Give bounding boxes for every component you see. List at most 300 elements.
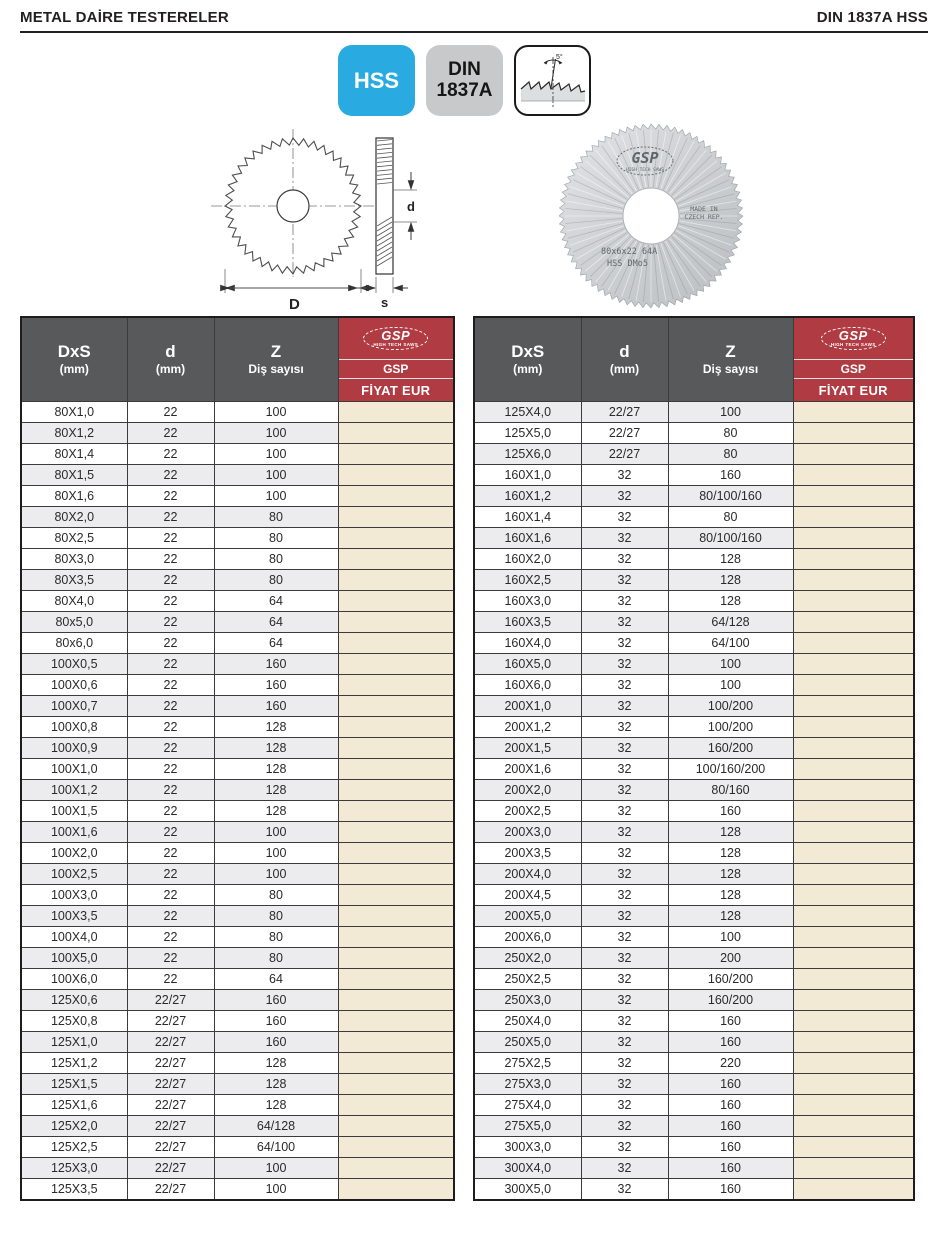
teeth-cell: 100 <box>668 675 793 696</box>
bore-cell: 32 <box>581 1116 668 1137</box>
header-rule <box>20 31 928 33</box>
bore-cell: 32 <box>581 1179 668 1200</box>
bore-cell: 22/27 <box>127 1158 214 1179</box>
dxs-cell: 200X5,0 <box>474 906 581 927</box>
price-cell <box>793 1116 914 1137</box>
teeth-cell: 128 <box>214 1074 338 1095</box>
table-row <box>474 591 914 612</box>
gsp-brand-label: GSP <box>339 360 454 379</box>
price-cell <box>338 906 454 927</box>
bore-cell: 32 <box>581 885 668 906</box>
dxs-cell: 160X3,5 <box>474 612 581 633</box>
bore-cell: 32 <box>581 465 668 486</box>
bore-cell: 32 <box>581 612 668 633</box>
dxs-cell: 100X0,6 <box>21 675 127 696</box>
table-row <box>21 1095 454 1116</box>
teeth-cell: 64 <box>214 591 338 612</box>
table-row <box>21 738 454 759</box>
table-row <box>474 444 914 465</box>
dxs-cell: 300X3,0 <box>474 1137 581 1158</box>
table-row <box>21 1032 454 1053</box>
dxs-cell: 200X4,5 <box>474 885 581 906</box>
price-cell <box>793 1074 914 1095</box>
bore-cell: 32 <box>581 1137 668 1158</box>
bore-cell: 32 <box>581 654 668 675</box>
dxs-cell: 100X1,5 <box>21 801 127 822</box>
dxs-cell: 275X3,0 <box>474 1074 581 1095</box>
price-cell <box>793 633 914 654</box>
dxs-cell: 100X0,9 <box>21 738 127 759</box>
table-row <box>474 990 914 1011</box>
bore-cell: 22/27 <box>127 1179 214 1200</box>
table-row <box>474 969 914 990</box>
bore-cell: 32 <box>581 927 668 948</box>
teeth-cell: 160 <box>668 1137 793 1158</box>
bore-cell: 32 <box>581 717 668 738</box>
teeth-cell: 220 <box>668 1053 793 1074</box>
dxs-cell: 275X2,5 <box>474 1053 581 1074</box>
teeth-cell: 64 <box>214 633 338 654</box>
spec-table-right <box>473 316 915 1201</box>
price-cell <box>793 801 914 822</box>
table-row <box>474 1179 914 1200</box>
table-row <box>21 654 454 675</box>
table-row <box>474 528 914 549</box>
price-cell <box>338 1053 454 1074</box>
bore-cell: 22 <box>127 801 214 822</box>
gsp-brand-label: GSP <box>794 360 914 379</box>
price-cell <box>338 654 454 675</box>
teeth-cell: 100 <box>214 486 338 507</box>
price-cell <box>793 1179 914 1200</box>
table-row <box>474 717 914 738</box>
din-badge-line2: 1837A <box>436 79 493 101</box>
price-cell <box>793 486 914 507</box>
teeth-cell: 160 <box>214 1011 338 1032</box>
dxs-cell: 80X1,0 <box>21 402 127 423</box>
dxs-cell: 160X2,0 <box>474 549 581 570</box>
dxs-cell: 125X1,6 <box>21 1095 127 1116</box>
price-cell <box>793 822 914 843</box>
bore-cell: 22 <box>127 717 214 738</box>
price-cell <box>793 528 914 549</box>
price-cell <box>338 780 454 801</box>
bore-cell: 22/27 <box>127 1074 214 1095</box>
price-cell <box>793 570 914 591</box>
price-cell <box>338 591 454 612</box>
bore-cell: 22 <box>127 654 214 675</box>
table-row <box>21 633 454 654</box>
bore-cell: 22 <box>127 549 214 570</box>
table-row <box>474 549 914 570</box>
table-row <box>474 1137 914 1158</box>
dxs-cell: 80X3,5 <box>21 570 127 591</box>
bore-cell: 22/27 <box>581 423 668 444</box>
price-cell <box>338 738 454 759</box>
price-cell <box>793 591 914 612</box>
gsp-logo: GSP HIGH TECH SAWS <box>794 318 914 360</box>
bore-cell: 32 <box>581 864 668 885</box>
teeth-cell: 100 <box>214 402 338 423</box>
teeth-cell: 64/100 <box>214 1137 338 1158</box>
teeth-cell: 160 <box>668 1011 793 1032</box>
bore-cell: 32 <box>581 591 668 612</box>
price-cell <box>338 948 454 969</box>
dxs-cell: 100X3,0 <box>21 885 127 906</box>
price-cell <box>338 402 454 423</box>
teeth-cell: 80 <box>214 906 338 927</box>
bore-cell: 32 <box>581 801 668 822</box>
dxs-cell: 100X0,5 <box>21 654 127 675</box>
price-cell <box>338 885 454 906</box>
teeth-cell: 100 <box>214 465 338 486</box>
table-row <box>21 780 454 801</box>
price-cell <box>793 1053 914 1074</box>
dimension-D-label: D <box>289 296 300 313</box>
teeth-cell: 128 <box>668 591 793 612</box>
dxs-cell: 125X2,5 <box>21 1137 127 1158</box>
price-cell <box>793 864 914 885</box>
bore-cell: 32 <box>581 1158 668 1179</box>
teeth-cell: 160 <box>668 1158 793 1179</box>
teeth-cell: 100 <box>668 402 793 423</box>
price-cell <box>793 906 914 927</box>
teeth-cell: 80 <box>214 507 338 528</box>
bore-cell: 32 <box>581 843 668 864</box>
teeth-cell: 160 <box>668 801 793 822</box>
table-row <box>474 801 914 822</box>
price-cell <box>793 969 914 990</box>
dxs-cell: 100X6,0 <box>21 969 127 990</box>
dxs-cell: 100X1,0 <box>21 759 127 780</box>
price-cell <box>793 843 914 864</box>
table-row <box>474 1032 914 1053</box>
tooth-profile-badge <box>514 45 591 116</box>
made-in-line2: CZECH REP. <box>684 213 724 221</box>
bore-cell: 32 <box>581 1032 668 1053</box>
teeth-cell: 80 <box>668 507 793 528</box>
dxs-cell: 300X5,0 <box>474 1179 581 1200</box>
teeth-cell: 160 <box>214 654 338 675</box>
table-row <box>474 696 914 717</box>
price-cell <box>793 1011 914 1032</box>
teeth-cell: 100 <box>214 1179 338 1200</box>
table-row <box>474 906 914 927</box>
bore-cell: 32 <box>581 990 668 1011</box>
bore-cell: 22 <box>127 885 214 906</box>
bore-cell: 22 <box>127 843 214 864</box>
dimension-s-label: s <box>381 295 389 310</box>
dxs-cell: 275X4,0 <box>474 1095 581 1116</box>
dxs-cell: 100X1,2 <box>21 780 127 801</box>
table-row <box>474 486 914 507</box>
page-title: METAL DAİRE TESTERELER <box>20 9 229 26</box>
dxs-cell: 80x5,0 <box>21 612 127 633</box>
price-cell <box>338 570 454 591</box>
price-cell <box>338 633 454 654</box>
bore-cell: 32 <box>581 738 668 759</box>
dxs-cell: 250X5,0 <box>474 1032 581 1053</box>
table-row <box>21 864 454 885</box>
bore-cell: 22 <box>127 759 214 780</box>
bore-cell: 32 <box>581 570 668 591</box>
hss-badge <box>338 45 415 116</box>
price-cell <box>338 1032 454 1053</box>
dxs-cell: 125X3,0 <box>21 1158 127 1179</box>
dxs-cell: 200X3,5 <box>474 843 581 864</box>
table-row <box>21 1116 454 1137</box>
price-cell <box>338 1179 454 1200</box>
table-row <box>21 465 454 486</box>
dxs-cell: 80X3,0 <box>21 549 127 570</box>
price-cell <box>338 717 454 738</box>
col-header-bore: d (mm) <box>581 317 668 402</box>
teeth-cell: 80 <box>214 948 338 969</box>
price-cell <box>338 465 454 486</box>
table-row <box>474 1158 914 1179</box>
blade-logo-text: GSP <box>631 149 659 167</box>
col-header-bore: d (mm) <box>127 317 214 402</box>
price-cell <box>793 780 914 801</box>
standard-label: DIN 1837A HSS <box>816 9 928 26</box>
teeth-cell: 160 <box>668 1095 793 1116</box>
dxs-cell: 80X1,4 <box>21 444 127 465</box>
made-in-line1: MADE IN <box>690 205 718 213</box>
bore-cell: 22 <box>127 822 214 843</box>
dxs-cell: 160X4,0 <box>474 633 581 654</box>
dxs-cell: 160X3,0 <box>474 591 581 612</box>
table-row <box>21 822 454 843</box>
table-header-row <box>474 317 914 402</box>
price-cell <box>338 549 454 570</box>
dxs-cell: 250X2,5 <box>474 969 581 990</box>
dxs-cell: 250X2,0 <box>474 948 581 969</box>
dxs-cell: 160X5,0 <box>474 654 581 675</box>
dxs-cell: 200X3,0 <box>474 822 581 843</box>
bore-cell: 22/27 <box>581 444 668 465</box>
teeth-cell: 100 <box>214 864 338 885</box>
price-cell <box>338 528 454 549</box>
table-row <box>21 1179 454 1200</box>
tooth-profile-icon <box>520 51 586 111</box>
price-cell <box>793 738 914 759</box>
dxs-cell: 200X2,0 <box>474 780 581 801</box>
table-row <box>21 990 454 1011</box>
badge-row <box>338 45 591 116</box>
bore-cell: 32 <box>581 528 668 549</box>
price-cell <box>793 507 914 528</box>
price-cell <box>338 1116 454 1137</box>
dxs-cell: 100X2,5 <box>21 864 127 885</box>
table-row <box>474 675 914 696</box>
dxs-cell: 160X1,4 <box>474 507 581 528</box>
table-row <box>474 423 914 444</box>
dxs-cell: 200X1,2 <box>474 717 581 738</box>
price-cell <box>793 465 914 486</box>
dxs-cell: 100X4,0 <box>21 927 127 948</box>
table-row <box>21 675 454 696</box>
bore-cell: 22 <box>127 906 214 927</box>
bore-cell: 22 <box>127 633 214 654</box>
bore-cell: 22 <box>127 780 214 801</box>
price-cell <box>793 1137 914 1158</box>
table-row <box>21 843 454 864</box>
bore-cell: 22 <box>127 507 214 528</box>
price-cell <box>338 507 454 528</box>
price-cell <box>793 948 914 969</box>
bore-cell: 32 <box>581 759 668 780</box>
price-cell <box>338 612 454 633</box>
bore-cell: 32 <box>581 486 668 507</box>
teeth-cell: 100 <box>214 822 338 843</box>
col-header-teeth: Z Diş sayısı <box>214 317 338 402</box>
table-row <box>474 1011 914 1032</box>
teeth-cell: 64 <box>214 612 338 633</box>
dxs-cell: 80X2,0 <box>21 507 127 528</box>
dxs-cell: 100X5,0 <box>21 948 127 969</box>
bore-cell: 22 <box>127 927 214 948</box>
teeth-cell: 80 <box>668 423 793 444</box>
blade-logo-subtext: HIGH TECH SAWS <box>626 168 664 173</box>
table-row <box>474 927 914 948</box>
table-row <box>21 1011 454 1032</box>
teeth-cell: 80 <box>214 885 338 906</box>
teeth-cell: 80 <box>214 549 338 570</box>
teeth-cell: 160 <box>214 990 338 1011</box>
table-row <box>21 570 454 591</box>
tooth-angle-label: 5° <box>555 53 563 61</box>
col-header-teeth: Z Diş sayısı <box>668 317 793 402</box>
bore-cell: 22 <box>127 696 214 717</box>
teeth-cell: 100 <box>214 1158 338 1179</box>
price-cell <box>793 675 914 696</box>
table-row <box>474 507 914 528</box>
dxs-cell: 100X3,5 <box>21 906 127 927</box>
table-row <box>21 486 454 507</box>
table-row <box>21 507 454 528</box>
dxs-cell: 100X1,6 <box>21 822 127 843</box>
bore-cell: 22 <box>127 402 214 423</box>
price-cell <box>338 1095 454 1116</box>
teeth-cell: 80/160 <box>668 780 793 801</box>
teeth-cell: 160/200 <box>668 990 793 1011</box>
price-cell <box>338 822 454 843</box>
dxs-cell: 80X4,0 <box>21 591 127 612</box>
teeth-cell: 160 <box>668 1032 793 1053</box>
price-cell <box>793 717 914 738</box>
table-row <box>474 759 914 780</box>
teeth-cell: 128 <box>668 885 793 906</box>
teeth-cell: 160 <box>214 675 338 696</box>
dxs-cell: 125X1,5 <box>21 1074 127 1095</box>
dxs-cell: 80X2,5 <box>21 528 127 549</box>
dxs-cell: 125X2,0 <box>21 1116 127 1137</box>
bore-cell: 22 <box>127 528 214 549</box>
price-cell <box>793 444 914 465</box>
price-cell <box>338 486 454 507</box>
teeth-cell: 128 <box>668 843 793 864</box>
bore-cell: 32 <box>581 507 668 528</box>
teeth-cell: 80 <box>214 528 338 549</box>
teeth-cell: 160/200 <box>668 969 793 990</box>
col-header-dxs: DxS (mm) <box>21 317 127 402</box>
table-row <box>474 402 914 423</box>
price-cell <box>793 654 914 675</box>
bore-cell: 22 <box>127 948 214 969</box>
bore-cell: 32 <box>581 1074 668 1095</box>
table-row <box>474 780 914 801</box>
bore-cell: 32 <box>581 822 668 843</box>
price-cell <box>793 1158 914 1179</box>
dxs-cell: 125X5,0 <box>474 423 581 444</box>
price-cell <box>793 696 914 717</box>
table-row <box>474 570 914 591</box>
teeth-cell: 160 <box>668 1116 793 1137</box>
bore-cell: 22/27 <box>581 402 668 423</box>
din-1837a-badge <box>426 45 503 116</box>
price-cell <box>338 1137 454 1158</box>
table-row <box>21 1158 454 1179</box>
bore-cell: 22 <box>127 570 214 591</box>
table-row <box>21 1053 454 1074</box>
price-cell <box>793 402 914 423</box>
dxs-cell: 125X0,6 <box>21 990 127 1011</box>
teeth-cell: 160 <box>668 1074 793 1095</box>
price-cell <box>338 444 454 465</box>
teeth-cell: 160 <box>668 1179 793 1200</box>
blade-side-view <box>361 138 417 310</box>
price-cell <box>338 990 454 1011</box>
teeth-cell: 128 <box>214 1053 338 1074</box>
teeth-cell: 100 <box>214 423 338 444</box>
price-cell <box>338 801 454 822</box>
dimension-d-label: d <box>407 199 415 214</box>
bore-cell: 32 <box>581 1053 668 1074</box>
teeth-cell: 128 <box>668 906 793 927</box>
table-header-row <box>21 317 454 402</box>
col-header-price <box>338 317 454 402</box>
dxs-cell: 125X0,8 <box>21 1011 127 1032</box>
dxs-cell: 250X3,0 <box>474 990 581 1011</box>
table-row <box>21 1074 454 1095</box>
bore-cell: 22 <box>127 591 214 612</box>
teeth-cell: 160 <box>214 1032 338 1053</box>
teeth-cell: 64 <box>214 969 338 990</box>
teeth-cell: 128 <box>214 738 338 759</box>
blade-spec-line2: HSS DMo5 <box>607 259 648 269</box>
dxs-cell: 160X2,5 <box>474 570 581 591</box>
dxs-cell: 160X1,2 <box>474 486 581 507</box>
page-header <box>20 9 928 26</box>
bore-cell: 32 <box>581 675 668 696</box>
dxs-cell: 80X1,5 <box>21 465 127 486</box>
bore-cell: 32 <box>581 780 668 801</box>
teeth-cell: 128 <box>214 717 338 738</box>
col-header-dxs: DxS (mm) <box>474 317 581 402</box>
table-row <box>21 549 454 570</box>
table-row <box>21 906 454 927</box>
table-row <box>474 822 914 843</box>
table-row <box>474 885 914 906</box>
table-row <box>474 1095 914 1116</box>
bore-cell: 22 <box>127 612 214 633</box>
bore-cell: 22 <box>127 486 214 507</box>
dxs-cell: 125X6,0 <box>474 444 581 465</box>
blade-photo <box>541 121 763 313</box>
teeth-cell: 100 <box>668 654 793 675</box>
dxs-cell: 160X1,0 <box>474 465 581 486</box>
blade-front-view <box>211 129 375 313</box>
